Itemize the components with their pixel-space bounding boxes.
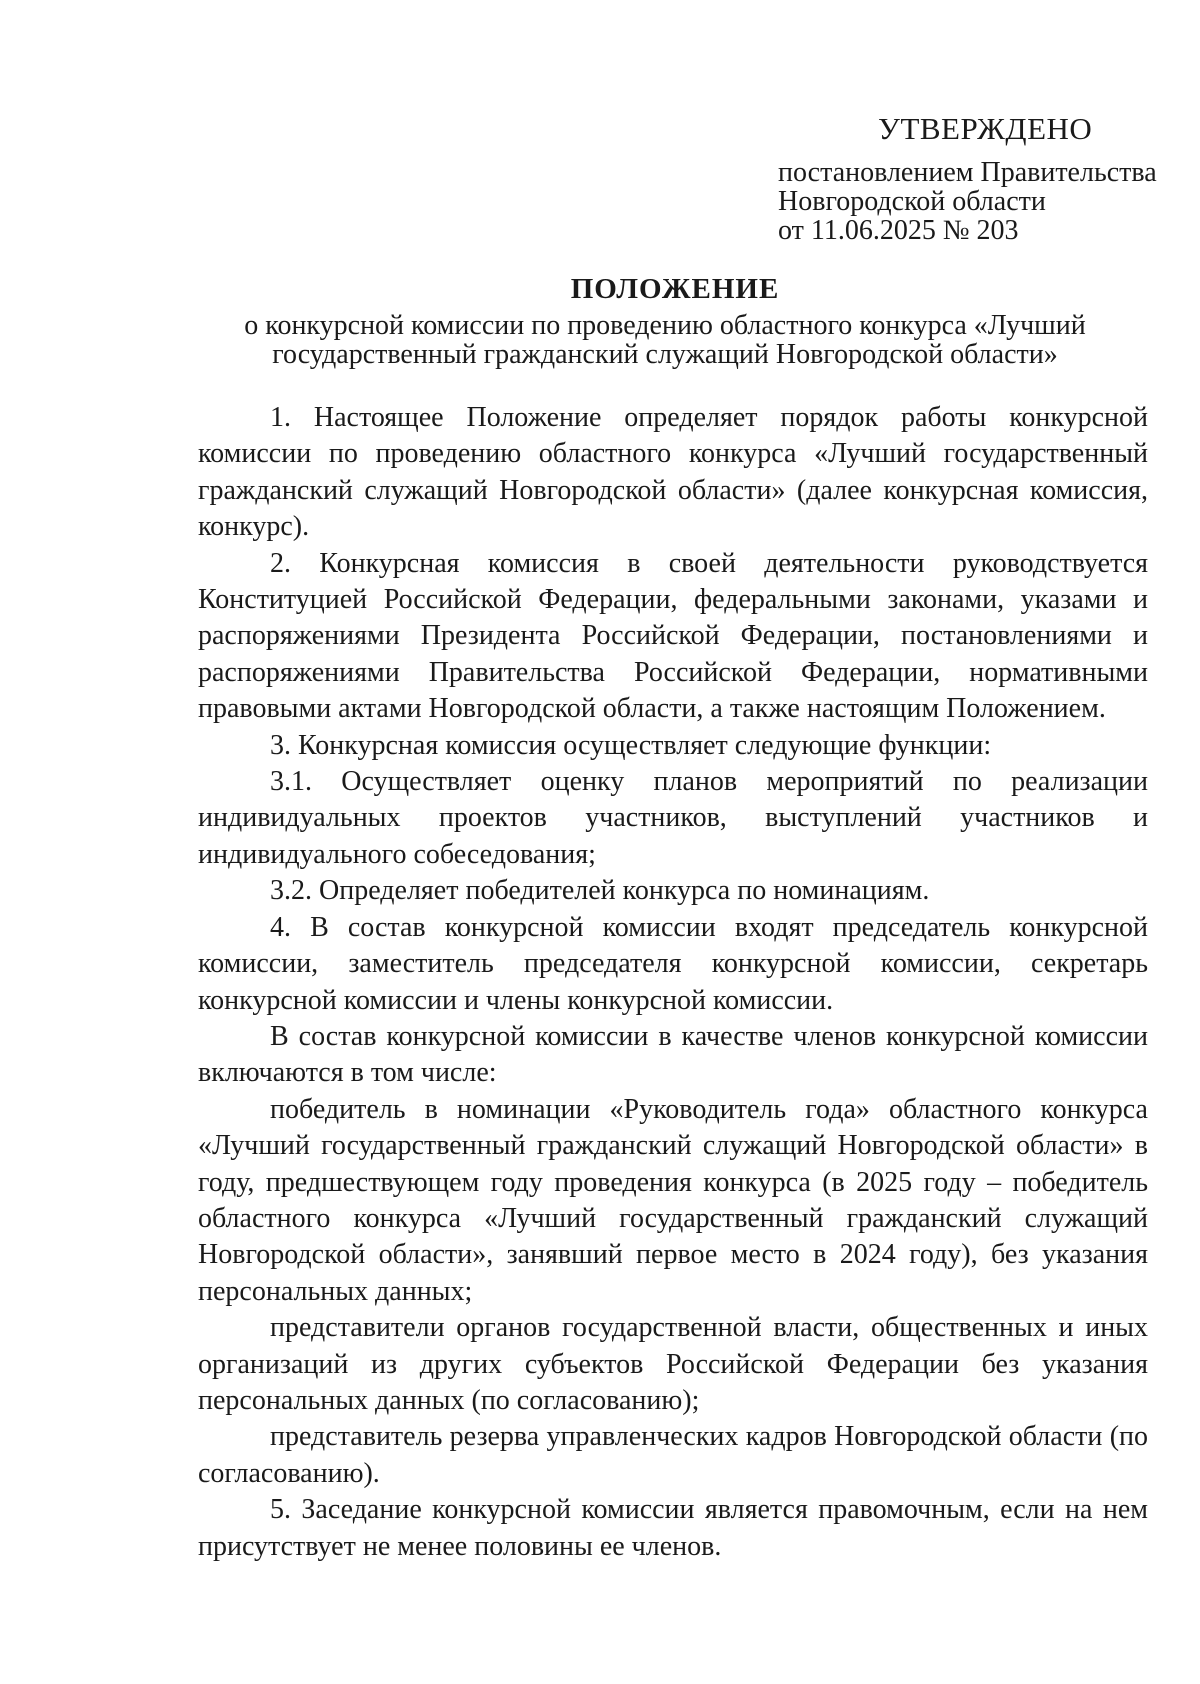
paragraph-4-winner: победитель в номинации «Руководитель года» областного конкурса «Лучший государственный гражданский служащий Новгородской области» в году, предшествующем году проведения конкурса (в 2025 году – победитель областного конкурса «Лучший государственный гражданский служащий Новгородской области», занявший первое место в 2024 году), без указания персональных данных; bbox=[198, 1093, 1148, 1307]
paragraph-4-reserve: представитель резерва управленческих кадров Новгородской области (по согласованию). bbox=[198, 1421, 1148, 1489]
document-body bbox=[198, 400, 1148, 1565]
paragraph-2: 2. Конкурсная комиссия в своей деятельности руководствуется Конституцией Российской Федерации, федеральными законами, указами и распоряжениями Президента Российской Федерации, постановлениями и распоряжениями Правительства Российской Федерации, нормативными правовыми актами Новгородской области, а также настоящим Положением. bbox=[198, 547, 1148, 725]
paragraph-1: 1. Настоящее Положение определяет порядок работы конкурсной комиссии по проведению областного конкурса «Лучший государственный гражданский служащий Новгородской области» (далее конкурсная комиссия, конкурс). bbox=[198, 402, 1148, 543]
paragraph-4: 4. В состав конкурсной комиссии входят председатель конкурсной комиссии, заместитель председателя конкурсной комиссии, секретарь конкурсной комиссии и члены конкурсной комиссии. bbox=[198, 911, 1148, 1016]
paragraph-5: 5. Заседание конкурсной комиссии является правомочным, если на нем присутствует не менее половины ее членов. bbox=[198, 1494, 1148, 1562]
approval-block bbox=[778, 112, 1178, 245]
paragraph-3-1: 3.1. Осуществляет оценку планов мероприятий по реализации индивидуальных проектов участников, выступлений участников и индивидуального собеседования; bbox=[198, 766, 1148, 870]
approval-heading: УТВЕРЖДЕНО bbox=[878, 111, 1093, 146]
document-subtitle: о конкурсной комиссии по проведению областного конкурса «Лучший государственный гражданский служащий Новгородской области» bbox=[244, 310, 1086, 370]
paragraph-3-2: 3.2. Определяет победителей конкурса по номинациям. bbox=[270, 875, 930, 907]
paragraph-4-members: В состав конкурсной комиссии в качестве членов конкурсной комиссии включаются в том числе: bbox=[198, 1020, 1148, 1089]
paragraph-4-representatives: представители органов государственной власти, общественных и иных организаций из других субъектов Российской Федерации без указания персональных данных (по согласованию); bbox=[198, 1312, 1148, 1416]
approval-line-1: постановлением Правительства bbox=[778, 157, 1157, 188]
document-title: ПОЛОЖЕНИЕ bbox=[570, 273, 780, 305]
approval-line-3: от 11.06.2025 № 203 bbox=[778, 215, 1019, 246]
approval-line-2: Новгородской области bbox=[778, 186, 1046, 217]
paragraph-3: 3. Конкурсная комиссия осуществляет следующие функции: bbox=[270, 729, 992, 761]
